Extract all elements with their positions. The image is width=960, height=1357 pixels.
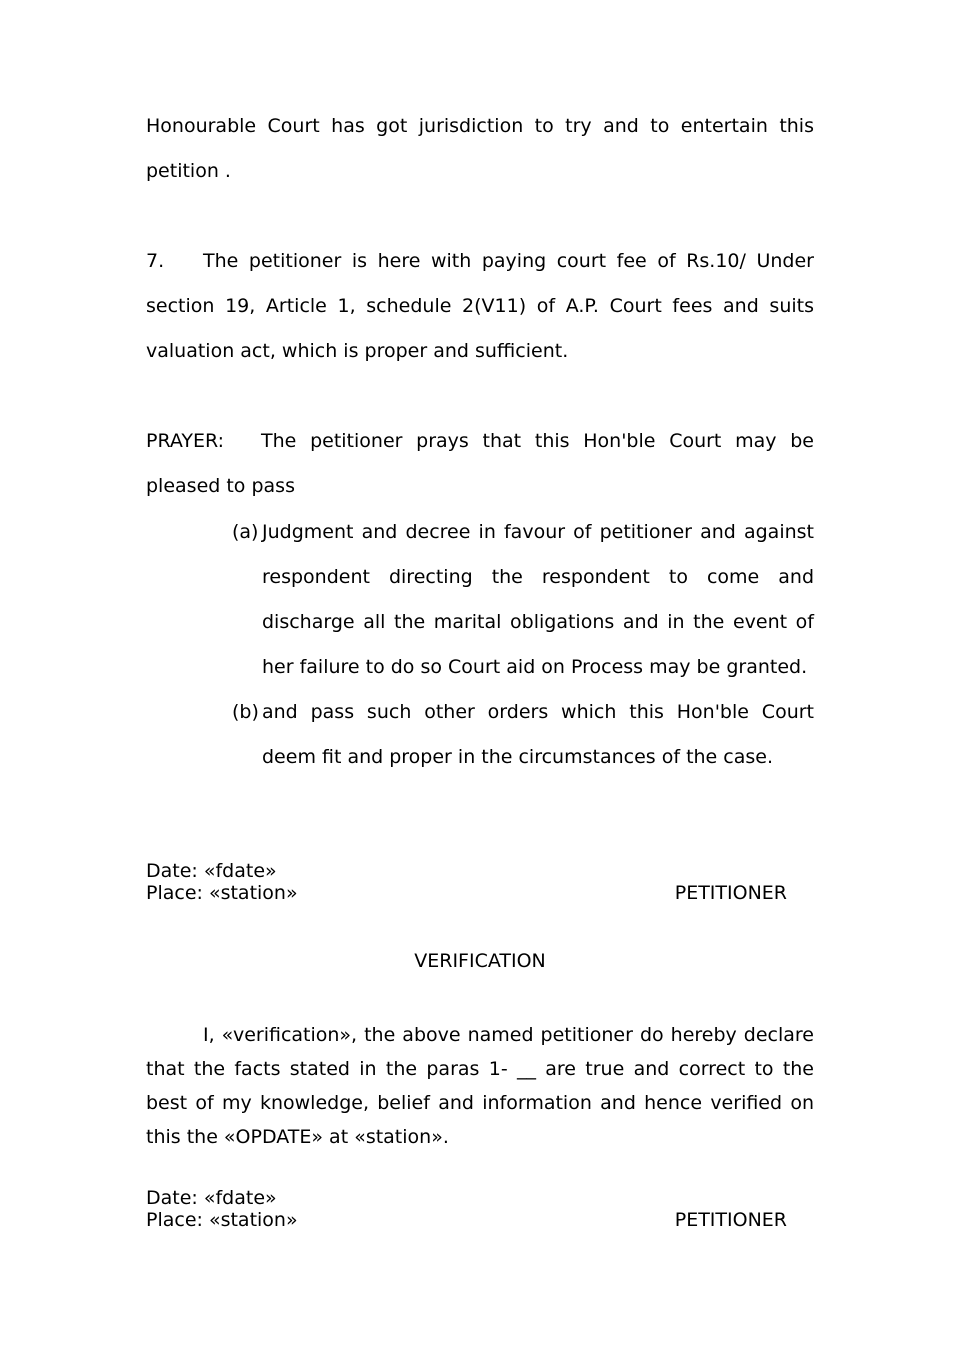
place-row <box>146 1209 814 1231</box>
prayer-paragraph <box>146 419 814 509</box>
paragraph-number: 7. <box>146 250 165 272</box>
paragraph-7 <box>146 239 814 374</box>
petitioner-signatory: PETITIONER <box>674 1209 787 1231</box>
place-row <box>146 882 814 904</box>
signature-block-1 <box>146 860 814 904</box>
verification-text: I, «verification», the above named petitioner do hereby declare that the facts stated in the paras 1- __ are true and correct to the best of my knowledge, belief and information and hence verified on this the «OPDATE» at «station». <box>146 1024 814 1148</box>
verification-title: VERIFICATION <box>414 950 546 972</box>
prayer-item-a <box>232 510 814 690</box>
prayer-label: PRAYER: <box>146 430 225 452</box>
prayer-item-b <box>232 690 814 780</box>
place-line: Place: «station» <box>146 1209 298 1231</box>
paragraph-7-text: The petitioner is here with paying court fee of Rs.10/ Under section 19, Article 1, schedule 2(V11) of A.P. Court fees and suits valuation act, which is proper and sufficient. <box>146 250 814 362</box>
item-mark: (b) <box>232 701 259 723</box>
date-line: Date: «fdate» <box>146 1187 277 1209</box>
paragraph-jurisdiction: Honourable Court has got jurisdiction to try and to entertain this petition . <box>146 115 814 182</box>
signature-block-2 <box>146 1187 814 1231</box>
item-text: and pass such other orders which this Hon'ble Court deem fit and proper in the circumstances of the case. <box>262 701 814 768</box>
item-text: Judgment and decree in favour of petitioner and against respondent directing the respondent to come and discharge all the marital obligations and in the event of her failure to do so Court aid on Process may be granted. <box>262 521 814 678</box>
verification-paragraph <box>146 1018 814 1154</box>
item-mark: (a) <box>232 521 259 543</box>
petitioner-signatory: PETITIONER <box>674 882 787 904</box>
date-line: Date: «fdate» <box>146 860 277 882</box>
prayer-items <box>232 510 814 780</box>
prayer-text: The petitioner prays that this Hon'ble Court may be pleased to pass <box>146 430 814 497</box>
place-line: Place: «station» <box>146 882 298 904</box>
